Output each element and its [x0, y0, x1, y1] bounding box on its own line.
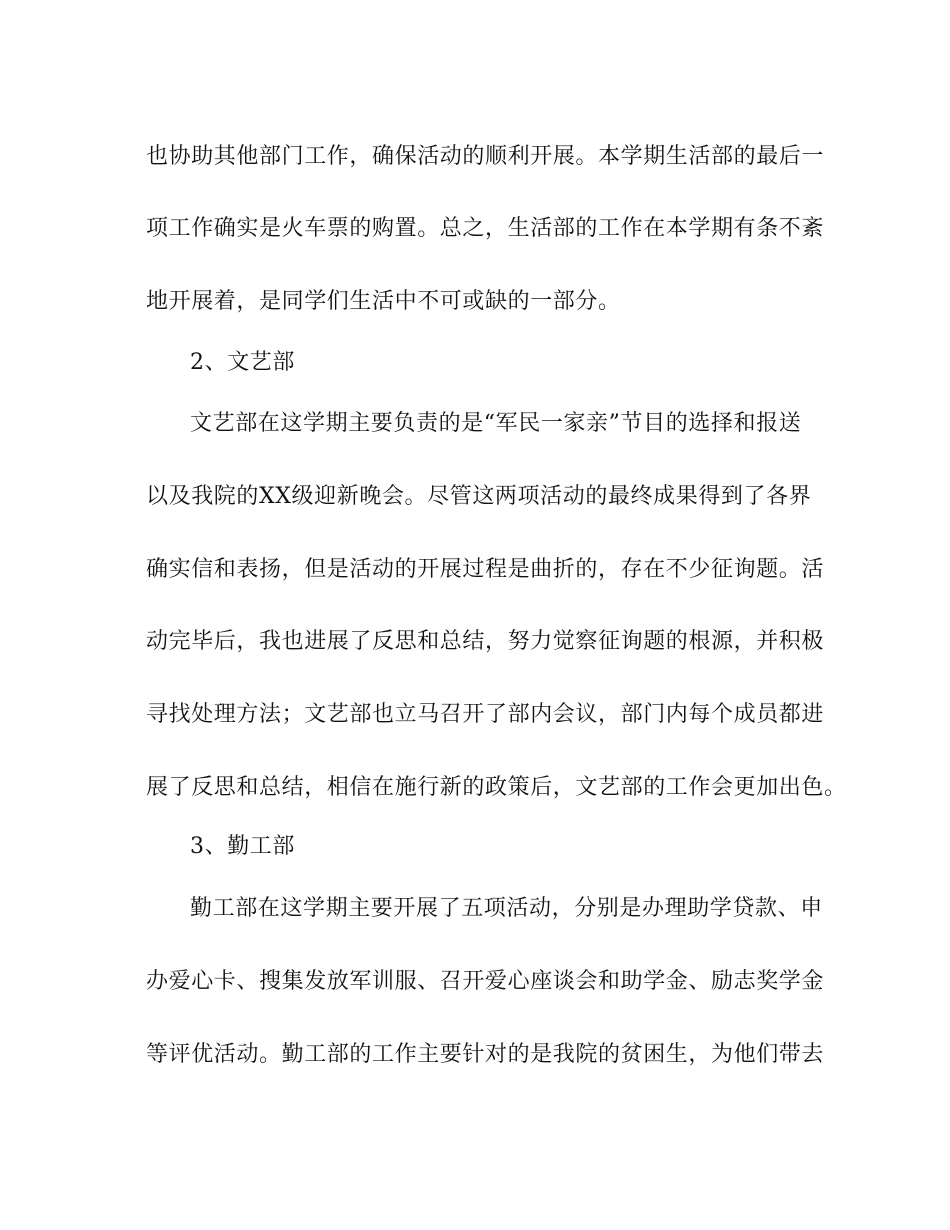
paragraph-line: 项工作确实是火车票的购置。总之，生活部的工作在本学期有条不紊 [146, 216, 825, 241]
paragraph-line: 等评优活动。勤工部的工作主要针对的是我院的贫困生，为他们带去 [146, 1042, 825, 1067]
section-heading: 2、文艺部 [190, 350, 295, 375]
paragraph-line: 展了反思和总结，相信在施行新的政策后，文艺部的工作会更加出色。 [146, 775, 847, 800]
paragraph-line: 地开展着，是同学们生活中不可或缺的一部分。 [146, 289, 621, 314]
paragraph-line: 动完毕后，我也进展了反思和总结，努力觉察征询题的根源，并积极 [146, 629, 825, 654]
section-heading: 3、勤工部 [190, 834, 295, 859]
paragraph-line: 也协助其他部门工作，确保活动的顺利开展。本学期生活部的最后一 [146, 144, 825, 169]
paragraph-line: 文艺部在这学期主要负责的是“军民一家亲”节目的选择和报送 [190, 411, 802, 436]
paragraph-line: 办爱心卡、搜集发放军训服、召开爱心座谈会和助学金、励志奖学金 [146, 969, 825, 994]
paragraph-line: 确实信和表扬，但是活动的开展过程是曲折的，存在不少征询题。活 [146, 557, 825, 582]
paragraph-line: 寻找处理方法；文艺部也立马召开了部内会议，部门内每个成员都进 [146, 702, 825, 727]
paragraph-line: 以及我院的XX级迎新晚会。尽管这两项活动的最终成果得到了各界 [146, 484, 812, 509]
paragraph-line: 勤工部在这学期主要开展了五项活动，分别是办理助学贷款、申 [190, 896, 823, 921]
